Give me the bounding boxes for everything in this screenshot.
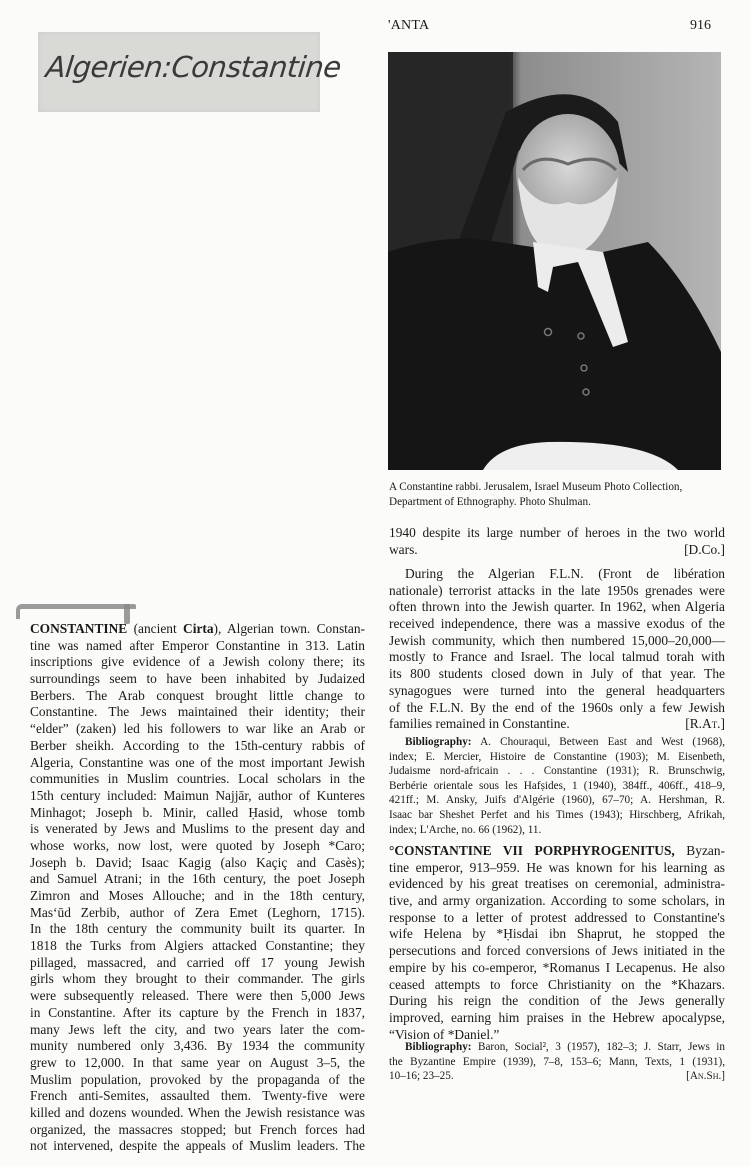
text-line: killed and dozens wounded. When the Jewish resistance was (30, 1104, 365, 1120)
text-line: ceased attempts to force Christianity on the *Khazars. (389, 976, 725, 992)
caption-line: Department of Ethnography. Photo Shulman. (389, 495, 591, 508)
text-line: “Vision of *Daniel.” (389, 1026, 500, 1042)
text-line: 1818 the Turks from Algiers attacked Constantine; they (30, 938, 365, 954)
text-line: grew to 12,000. In that same year on August 3–5, the (30, 1054, 365, 1070)
bibliography-line: Isaac bar Sheshet Perfet and his Times (1943); Hirschberg, Afrikah, (389, 808, 725, 821)
text-line: whose works, now lost, were quoted by Joseph *Caro; (30, 837, 365, 853)
bibliography-line: index; L'Arche, no. 66 (1962), 11. (389, 823, 542, 836)
text-line: synagogues were turned into the general headquarters (389, 682, 725, 698)
running-head: 'ANTA (388, 18, 430, 33)
text-line: Constantine. The Jews maintained their identity; their (30, 704, 365, 720)
headword: °CONSTANTINE VII PORPHYROGENITUS, (389, 843, 675, 858)
author-signature: [R.At.] (685, 716, 725, 732)
article-constantine-vii (389, 843, 725, 1043)
text-line: Algeria, Constantine was one of the most important Jewish (30, 754, 365, 770)
text-line: evidenced by his great treatises on ceremonial, administra- (389, 876, 725, 892)
headword: CONSTANTINE (30, 621, 128, 636)
bibliography-constantine (389, 735, 725, 837)
text-line: is venerated by Jews and Muslims to the present day and (30, 821, 365, 837)
photo-caption (389, 480, 725, 509)
text-line: Joseph b. David; Isaac Kagig (also Kaçiç and Casès); (30, 854, 365, 870)
article-continuation (389, 525, 725, 558)
article-first-line (30, 621, 365, 638)
text-line: empire by his co-emperor, *Romanus I Lecapenus. He also (389, 959, 725, 975)
text-line: not intervened, despite the appeals of Muslim leaders. The (30, 1138, 365, 1154)
text: (ancient (127, 621, 184, 636)
text: ), Algerian town. Constan- (213, 621, 365, 636)
bibliography-line: 421ff.; M. Ansky, Juifs d'Algérie (1960), 67–70; A. Hershman, R. (389, 794, 725, 807)
text-line: inscriptions give evidence of a Jewish colony there; its (30, 654, 365, 670)
text: 10–16; 23–25. (389, 1070, 454, 1083)
bibliography-label: Bibliography: (405, 736, 472, 748)
text-line: mostly to France and Israel. The local talmud torah with (389, 649, 725, 665)
bibliography-line: the Byzantine Empire (1939), 7–8, 153–6; Mann, Texts, 1 (1931), (389, 1055, 725, 1068)
text-line: During the Algerian F.L.N. (Front de libération (405, 566, 725, 581)
text-line: “elder” (zaken) led his followers to war like an Arab or (30, 721, 365, 737)
rabbi-photo (388, 52, 721, 470)
bibliography-line (389, 735, 725, 750)
text-line: communities in Muslim countries. Local scholars in the (30, 771, 365, 787)
text-line (389, 716, 725, 733)
article-paragraph-fln (389, 566, 725, 733)
text-line: Mas‘ūd Zerbib, author of Zera Emet (Leghorn, 1715). (30, 904, 365, 920)
text-line: During his reign the condition of the Jews generally (389, 993, 725, 1009)
ancient-name: Cirta (183, 621, 214, 636)
text-line: In the 18th century the community built its quarter. In (30, 921, 365, 937)
text: wars. (389, 541, 418, 557)
text-line: wife Helena by *Ḥisdai ibn Shaprut, he stopped the (389, 926, 725, 942)
text-line: its 800 students closed down in July of that year. The (389, 666, 725, 682)
article-constantine (30, 621, 365, 1155)
text-line: pillaged, massacred, and carried off 17 young Jewish (30, 954, 365, 970)
article-first-line (389, 843, 725, 860)
text-line: munity numbered only 3,436. By 1934 the community (30, 1038, 365, 1054)
bibliography-line: Berbérie orientale sous les Hafṣides, 1 (1940), 384ff., 406ff., 418–9, (389, 779, 725, 792)
text-line: in Constantine. After its capture by the French in 1837, (30, 1004, 365, 1020)
text-line: many Jews left the city, and two years later the com- (30, 1021, 365, 1037)
bibliography-line (389, 1069, 725, 1084)
text-line: persecutions and forced conversions of Jews initiated in the (389, 943, 725, 959)
text-line: tive, and army organization. According to some scholars, in (389, 893, 725, 909)
text-line: 1940 despite its large number of heroes in the two world (389, 525, 725, 540)
caption-line: A Constantine rabbi. Jerusalem, Israel Museum Photo Collection, (389, 481, 683, 493)
text-line: of the F.L.N. By the end of the 1960s only a few Jewish (389, 699, 725, 715)
page-number: 916 (690, 18, 711, 33)
pen-bracket-mark (16, 604, 136, 619)
text-line (389, 542, 725, 559)
bibliography-line: Judaisme nord-africain . . . Constantine (1931); R. Brunschwig, (389, 765, 725, 778)
author-signature: [D.Co.] (684, 541, 725, 557)
text-line: Minhagot; Joseph b. Minir, called Ḥasid, whose tomb (30, 804, 365, 820)
text-line: tine was named after Emperor Constantine in 313. Latin (30, 637, 365, 653)
text-line: Berber sheikh. According to the 15th-century rabbis of (30, 737, 365, 753)
text-line: surroundings seem to have been inhabited by Judaized (30, 671, 365, 687)
text-line: Berbers. The Arab conquest brought little change to (30, 687, 365, 703)
text: Byzan- (674, 843, 725, 858)
text-line: often thrown into the Jewish quarter. In 1962, when Algeria (389, 599, 725, 615)
text-line: girls whom they brought to their commander. The girls (30, 971, 365, 987)
bibliography-constantine-vii (389, 1040, 725, 1084)
bibliography-line (389, 1040, 725, 1055)
text-line: were subsequently released. There were then 5,000 Jews (30, 988, 365, 1004)
text-line: and Samuel Atrani; in the 16th century, the poet Joseph (30, 871, 365, 887)
text-line: 15th century included: Maimun Najjār, author of Kunteres (30, 787, 365, 803)
text-line: Zimron and Moses Allouche; and in the 18th century, (30, 888, 365, 903)
text-line: nationale) terrorist attacks in the late 1950s grenades were (389, 582, 725, 598)
text-line: received independence, there was a massive exodus of the (389, 616, 725, 632)
bibliography-label: Bibliography: (405, 1041, 472, 1053)
text: families remained in Constantine. (389, 716, 570, 732)
photo-image-icon (388, 52, 721, 470)
text-line: organized, the massacres stopped; but French forces had (30, 1121, 365, 1137)
text: Baron, Social², 3 (1957), 182–3; J. Starr, Jews in (471, 1041, 725, 1053)
text-line: Muslim population, provoked by the propaganda of the (30, 1071, 365, 1087)
author-signature: [An.Sh.] (686, 1070, 725, 1083)
text-line: response to a letter of protest addressed to Constantine's (389, 909, 725, 925)
handwritten-label: Algerien:Constantine (44, 50, 343, 84)
text-line: tine emperor, 913–959. He was known for his learning as (389, 859, 725, 875)
bibliography-line: index; E. Mercier, Histoire de Constantine (1903); M. Eisenbeth, (389, 750, 725, 763)
text-line: Jewish community, which then numbered 15,000–20,000— (389, 632, 725, 648)
text-line: French anti-Semites, assaulted them. Twenty-five were (30, 1088, 365, 1104)
text-line: improved, earning him praises in the Hebrew apocalypse, (389, 1009, 725, 1025)
text: A. Chouraqui, Between East and West (1968), (471, 736, 725, 748)
